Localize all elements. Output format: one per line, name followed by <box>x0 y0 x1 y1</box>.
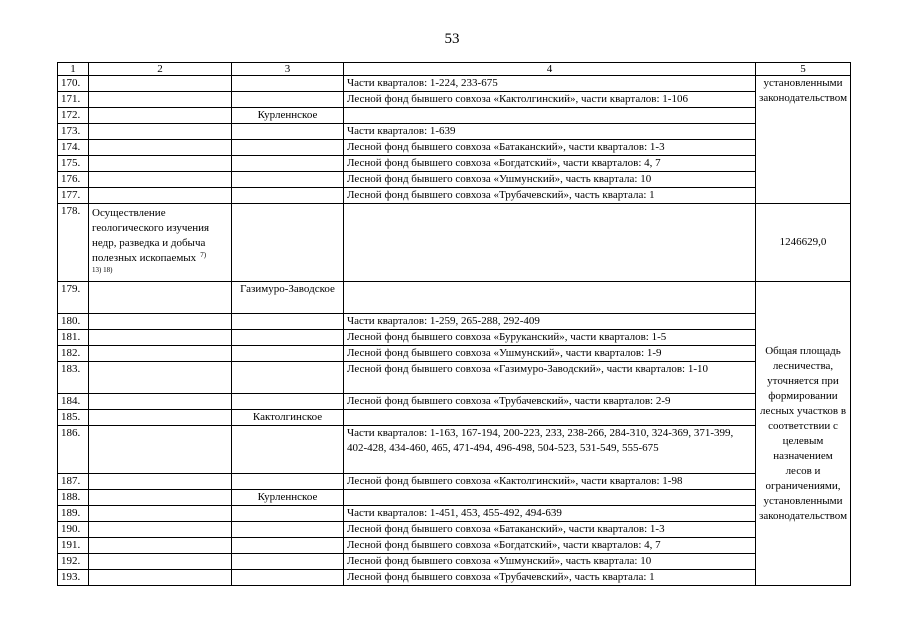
activity-cell <box>89 538 232 554</box>
activity-cell <box>89 570 232 586</box>
activity-cell <box>89 172 232 188</box>
row-number: 182. <box>58 346 89 362</box>
description-cell: Лесной фонд бывшего совхоза «Батаканский», части кварталов: 1-3 <box>344 522 756 538</box>
description-cell: Части кварталов: 1-163, 167-194, 200-223, 233, 238-266, 284-310, 324-369, 371-399, 402-428, 434-460, 465, 471-494, 496-498, 504-523, 531-549, 555-675 <box>344 426 756 474</box>
activity-cell <box>89 108 232 124</box>
activity-cell <box>89 330 232 346</box>
description-cell: Лесной фонд бывшего совхоза «Кактолгинский», части кварталов: 1-106 <box>344 92 756 108</box>
row-number: 181. <box>58 330 89 346</box>
row-number: 188. <box>58 490 89 506</box>
description-cell: Лесной фонд бывшего совхоза «Трубачевский», части кварталов: 2-9 <box>344 394 756 410</box>
page-number: 53 <box>444 31 460 47</box>
row-number: 178. <box>58 204 89 282</box>
header-cell: 3 <box>232 63 344 76</box>
row-number: 175. <box>58 156 89 172</box>
row-number: 192. <box>58 554 89 570</box>
table-row <box>58 490 851 506</box>
header-cell: 2 <box>89 63 232 76</box>
row-number: 193. <box>58 570 89 586</box>
table-row <box>58 124 851 140</box>
table-row <box>58 346 851 362</box>
table-row <box>58 172 851 188</box>
note-cell: установленными законодательством <box>756 76 851 204</box>
description-cell: Части кварталов: 1-639 <box>344 124 756 140</box>
district-cell <box>232 426 344 474</box>
row-number: 176. <box>58 172 89 188</box>
row-number: 186. <box>58 426 89 474</box>
district-cell <box>232 346 344 362</box>
activity-cell <box>89 124 232 140</box>
description-cell: Лесной фонд бывшего совхоза «Ушмунский», части кварталов: 1-9 <box>344 346 756 362</box>
district-cell <box>232 570 344 586</box>
row-number: 177. <box>58 188 89 204</box>
row-number: 189. <box>58 506 89 522</box>
description-cell <box>344 108 756 124</box>
table-row <box>58 330 851 346</box>
activity-cell <box>89 490 232 506</box>
activity-cell <box>89 554 232 570</box>
description-cell: Лесной фонд бывшего совхоза «Богдатский», части кварталов: 4, 7 <box>344 538 756 554</box>
activity-cell <box>89 92 232 108</box>
district-cell <box>232 506 344 522</box>
area-cell: 1246629,0 <box>756 204 851 282</box>
activity-cell <box>89 410 232 426</box>
activity-cell <box>89 394 232 410</box>
row-number: 173. <box>58 124 89 140</box>
district-cell: Кактолгинское <box>232 410 344 426</box>
activity-cell <box>89 76 232 92</box>
table-row <box>58 282 851 314</box>
table-row <box>58 108 851 124</box>
activity-cell <box>89 282 232 314</box>
header-cell: 4 <box>344 63 756 76</box>
district-cell: Курленнское <box>232 108 344 124</box>
footnote-refs: 13) 18) <box>92 266 113 274</box>
activity-cell <box>89 362 232 394</box>
description-cell: Части кварталов: 1-224, 233-675 <box>344 76 756 92</box>
table-row <box>58 362 851 394</box>
description-cell: Лесной фонд бывшего совхоза «Буруканский», части кварталов: 1-5 <box>344 330 756 346</box>
activity-line: Осуществление <box>92 207 166 219</box>
activity-line: недр, разведка и добыча <box>92 237 206 249</box>
description-cell: Лесной фонд бывшего совхоза «Трубачевский», часть квартала: 1 <box>344 188 756 204</box>
row-number: 174. <box>58 140 89 156</box>
district-cell <box>232 314 344 330</box>
activity-cell <box>89 426 232 474</box>
activity-cell <box>89 314 232 330</box>
activity-cell <box>89 188 232 204</box>
row-number: 183. <box>58 362 89 394</box>
header-cell: 5 <box>756 63 851 76</box>
district-cell <box>232 204 344 282</box>
district-cell <box>232 172 344 188</box>
table-row <box>58 554 851 570</box>
table-row <box>58 394 851 410</box>
description-cell: Лесной фонд бывшего совхоза «Батаканский», части кварталов: 1-3 <box>344 140 756 156</box>
header-row <box>58 63 851 76</box>
row-number: 172. <box>58 108 89 124</box>
activity-cell <box>89 522 232 538</box>
district-cell <box>232 538 344 554</box>
district-cell <box>232 92 344 108</box>
district-cell <box>232 188 344 204</box>
activity-line: геологического изучения <box>92 222 210 234</box>
activity-cell <box>89 156 232 172</box>
activity-cell <box>89 140 232 156</box>
district-cell <box>232 76 344 92</box>
description-cell: Лесной фонд бывшего совхоза «Ушмунский», часть квартала: 10 <box>344 554 756 570</box>
table-row <box>58 426 851 474</box>
description-cell <box>344 410 756 426</box>
description-cell: Лесной фонд бывшего совхоза «Кактолгинский», части кварталов: 1-98 <box>344 474 756 490</box>
description-cell: Части кварталов: 1-259, 265-288, 292-409 <box>344 314 756 330</box>
activity-cell <box>89 204 232 282</box>
district-cell: Курленнское <box>232 490 344 506</box>
row-number: 184. <box>58 394 89 410</box>
district-cell <box>232 124 344 140</box>
table-row <box>58 140 851 156</box>
activity-line: полезных ископаемых <box>92 252 197 264</box>
row-number: 185. <box>58 410 89 426</box>
row-number: 171. <box>58 92 89 108</box>
activity-cell <box>89 474 232 490</box>
table-row <box>58 314 851 330</box>
district-cell <box>232 330 344 346</box>
description-cell <box>344 282 756 314</box>
table-row <box>58 410 851 426</box>
row-number: 191. <box>58 538 89 554</box>
district-cell <box>232 140 344 156</box>
table-row <box>58 522 851 538</box>
activity-cell <box>89 506 232 522</box>
row-number: 170. <box>58 76 89 92</box>
district-cell <box>232 156 344 172</box>
row-number: 187. <box>58 474 89 490</box>
description-cell: Лесной фонд бывшего совхоза «Газимуро-Заводский», части кварталов: 1-10 <box>344 362 756 394</box>
district-cell <box>232 474 344 490</box>
district-cell: Газимуро-Заводское <box>232 282 344 314</box>
table-row <box>58 156 851 172</box>
header-cell: 1 <box>58 63 89 76</box>
table-row <box>58 570 851 586</box>
description-cell: Лесной фонд бывшего совхоза «Богдатский», части кварталов: 4, 7 <box>344 156 756 172</box>
table-row <box>58 76 851 92</box>
table-row <box>58 188 851 204</box>
district-cell <box>232 554 344 570</box>
row-number: 180. <box>58 314 89 330</box>
row-number: 179. <box>58 282 89 314</box>
description-cell <box>344 204 756 282</box>
description-cell <box>344 490 756 506</box>
note-cell: Общая площадь лесничества, уточняется при формировании лесных участков в соответствии с целевым назначением лесов и ограничениями, установленными законодательством <box>756 282 851 586</box>
description-cell: Части кварталов: 1-451, 453, 455-492, 494-639 <box>344 506 756 522</box>
district-cell <box>232 394 344 410</box>
district-cell <box>232 362 344 394</box>
table-row <box>58 92 851 108</box>
forest-table <box>57 62 851 586</box>
footnote-ref: 7) <box>200 251 207 259</box>
description-cell: Лесной фонд бывшего совхоза «Ушмунский», часть квартала: 10 <box>344 172 756 188</box>
activity-cell <box>89 346 232 362</box>
row-number: 190. <box>58 522 89 538</box>
district-cell <box>232 522 344 538</box>
table-row <box>58 474 851 490</box>
table-row <box>58 506 851 522</box>
table-row <box>58 538 851 554</box>
description-cell: Лесной фонд бывшего совхоза «Трубачевский», часть квартала: 1 <box>344 570 756 586</box>
table-row <box>58 204 851 282</box>
